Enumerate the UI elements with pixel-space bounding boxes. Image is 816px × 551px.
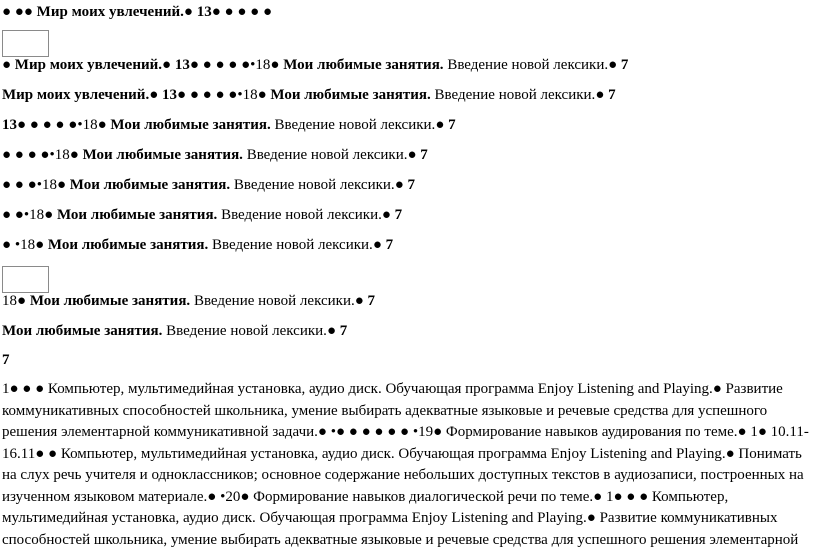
line-rest: •18●: [36, 177, 70, 193]
line-rest: •18●: [11, 237, 48, 253]
line-bold2: Мои любимые занятия.: [110, 117, 271, 133]
text-line: [2, 86, 616, 104]
line-bold: ● ●: [2, 207, 24, 223]
line-bold: ●: [2, 237, 12, 253]
line-end: ● 7: [326, 323, 348, 339]
line-bold: ● ● ●: [2, 177, 37, 193]
line-post: Введение новой лексики.: [217, 207, 382, 223]
line-bold: 13● ● ● ● ●: [2, 117, 78, 133]
line-post: Введение новой лексики.: [242, 147, 408, 163]
line-end: ● 7: [435, 117, 456, 133]
line-post: Введение новой лексики.: [208, 237, 373, 253]
line-bold2: Мои любимые занятия.: [69, 177, 231, 193]
text-line: [2, 176, 415, 194]
line-post: Введение новой лексики.: [270, 117, 436, 133]
line-end: ● 7: [394, 177, 415, 193]
line-end: ● 7: [407, 147, 428, 163]
line-post: Введение новой лексики.: [430, 87, 596, 103]
text-line: [2, 56, 628, 74]
line-bold2: Мои любимые занятия.: [270, 87, 431, 103]
line-end: ● 7: [381, 207, 403, 223]
line-bold2: Мои любимые занятия.: [47, 237, 209, 253]
line-rest: 18●: [2, 293, 30, 309]
line-rest: •18●: [23, 207, 57, 223]
line-bold: ● Мир моих увлечений.● 13● ● ● ● ●: [23, 4, 272, 20]
line-post: Введение новой лексики.: [162, 323, 327, 339]
line-bold: 7: [2, 352, 10, 368]
empty-box: [2, 30, 49, 57]
line-end: ● 7: [595, 87, 616, 103]
line-bold2: Мои любимые занятия.: [82, 147, 243, 163]
text-line: [2, 3, 272, 21]
text-line: [2, 146, 428, 164]
text-line: [2, 322, 347, 340]
line-rest: •18●: [237, 87, 271, 103]
line-bold2: Мои любимые занятия.: [56, 207, 218, 223]
line-bold2: Мои любимые занятия.: [283, 57, 444, 73]
text-line: [2, 236, 393, 254]
line-end: ● 7: [608, 57, 629, 73]
line-rest: •18●: [49, 147, 83, 163]
line-post: Введение новой лексики.: [230, 177, 395, 193]
line-end: ● 7: [372, 237, 394, 253]
line-post: Введение новой лексики.: [190, 293, 355, 309]
line-bold: ● ● ● ●: [2, 147, 50, 163]
text-line: [2, 206, 402, 224]
line-post: Введение новой лексики.: [443, 57, 609, 73]
line-bold: ● Мир моих увлечений.● 13● ● ● ● ●: [2, 57, 251, 73]
text-line: [2, 292, 375, 310]
line-rest: •18●: [77, 117, 111, 133]
line-bold: Мир моих увлечений.● 13● ● ● ● ●: [2, 87, 238, 103]
line-prefix: ● ●: [2, 4, 24, 20]
text-line: [2, 116, 456, 134]
body-paragraph: 1● ● ● Компьютер, мультимедийная установка, аудио диск. Обучающая программа Enjoy Listening and Playing.● Развитие коммуникативных способностей школьника, умение выбирать адекватные языковые и речевые средства для успешного решения элементарной коммуникативной задачи.● •● ● ● ● ● ● •19● Формирование навыков аудирования по теме.● 1● 10.11-16.11● ● Компьютер, мультимедийная установка, аудио диск. Обучающая программа Enjoy Listening and Playing.● Понимать на слух речь учителя и одноклассников; основное содержание небольших доступных текстов в аудиозаписи, построенных на изученном языковом материале.● •20● Формирование навыков диалогической речи по теме.● 1● ● ● Компьютер, мультимедийная установка, аудио диск. Обучающая программа Enjoy Listening and Playing.● Развитие коммуникативных способностей школьника, умение выбирать адекватные языковые и речевые средства для успешного решения элементарной: [2, 381, 809, 548]
text-line: [2, 351, 10, 369]
line-bold2: Мои любимые занятия.: [29, 293, 191, 309]
empty-box: [2, 266, 49, 293]
line-end: ● 7: [354, 293, 376, 309]
line-bold2: Мои любимые занятия.: [2, 323, 163, 339]
line-rest: •18●: [250, 57, 284, 73]
